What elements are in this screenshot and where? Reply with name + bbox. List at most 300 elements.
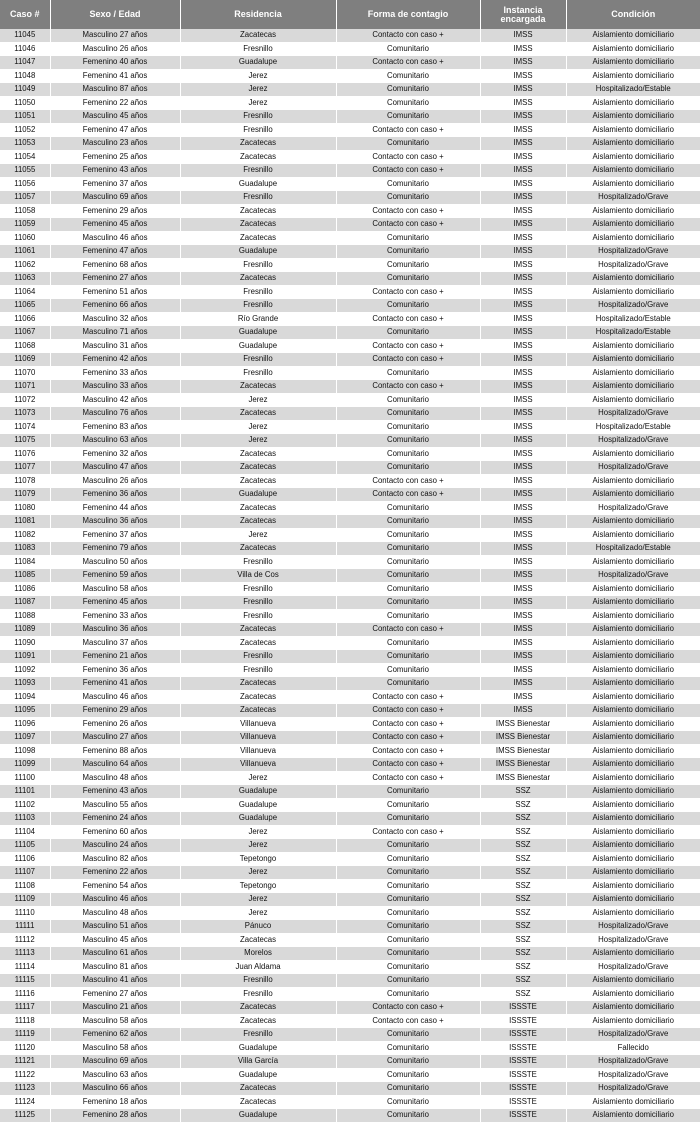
table-row [0,488,700,502]
cell-sex-age: Femenino 43 años [50,164,180,178]
cell-condition: Aislamiento domiciliario [566,866,700,880]
cell-residence: Río Grande [180,312,336,326]
cell-contagion-form: Comunitario [336,461,480,475]
cell-condition: Aislamiento domiciliario [566,164,700,178]
table-row [0,42,700,56]
table-row [0,528,700,542]
cell-institution: SSZ [480,920,566,934]
cell-condition: Hospitalizado/Grave [566,461,700,475]
table-row [0,434,700,448]
table-row [0,1014,700,1028]
cell-condition: Aislamiento domiciliario [566,609,700,623]
cell-contagion-form: Comunitario [336,393,480,407]
cell-case-number: 11062 [0,258,50,272]
cell-residence: Guadalupe [180,812,336,826]
cell-condition: Hospitalizado/Grave [566,1082,700,1096]
cell-condition: Aislamiento domiciliario [566,528,700,542]
cell-institution: SSZ [480,866,566,880]
cell-contagion-form: Contacto con caso + [336,204,480,218]
cell-institution: IMSS [480,218,566,232]
cell-condition: Aislamiento domiciliario [566,812,700,826]
cell-sex-age: Masculino 46 años [50,893,180,907]
cell-residence: Fresnillo [180,609,336,623]
header-residence: Residencia [180,0,336,29]
cell-sex-age: Masculino 27 años [50,731,180,745]
cell-condition: Aislamiento domiciliario [566,204,700,218]
cell-sex-age: Femenino 45 años [50,596,180,610]
cell-contagion-form: Comunitario [336,1041,480,1055]
cell-institution: IMSS [480,501,566,515]
cell-institution: IMSS [480,137,566,151]
table-row [0,299,700,313]
cell-case-number: 11121 [0,1055,50,1069]
table-row [0,987,700,1001]
cell-case-number: 11083 [0,542,50,556]
cell-residence: Guadalupe [180,56,336,70]
cell-condition: Hospitalizado/Grave [566,1068,700,1082]
cell-institution: IMSS [480,177,566,191]
cell-contagion-form: Comunitario [336,663,480,677]
table-row [0,326,700,340]
cell-residence: Zacatecas [180,704,336,718]
cell-condition: Aislamiento domiciliario [566,353,700,367]
table-row [0,56,700,70]
cell-sex-age: Femenino 27 años [50,272,180,286]
cell-contagion-form: Comunitario [336,839,480,853]
cell-condition: Aislamiento domiciliario [566,677,700,691]
cell-residence: Jerez [180,906,336,920]
cell-condition: Aislamiento domiciliario [566,650,700,664]
table-row [0,771,700,785]
cell-condition: Aislamiento domiciliario [566,123,700,137]
table-row [0,1055,700,1069]
cell-contagion-form: Contacto con caso + [336,488,480,502]
cell-sex-age: Masculino 33 años [50,380,180,394]
cell-contagion-form: Comunitario [336,528,480,542]
cell-institution: IMSS Bienestar [480,731,566,745]
cell-case-number: 11082 [0,528,50,542]
cell-residence: Zacatecas [180,137,336,151]
cell-institution: SSZ [480,839,566,853]
table-row [0,177,700,191]
cell-condition: Aislamiento domiciliario [566,1001,700,1015]
cell-condition: Aislamiento domiciliario [566,852,700,866]
table-row [0,906,700,920]
table-row [0,461,700,475]
cell-institution: IMSS [480,366,566,380]
cell-sex-age: Femenino 29 años [50,204,180,218]
table-row [0,285,700,299]
table-row [0,623,700,637]
cell-institution: SSZ [480,960,566,974]
cell-contagion-form: Comunitario [336,987,480,1001]
cell-condition: Hospitalizado/Grave [566,191,700,205]
cell-institution: ISSSTE [480,1028,566,1042]
cell-residence: Zacatecas [180,29,336,42]
table-row [0,366,700,380]
cell-case-number: 11048 [0,69,50,83]
cell-case-number: 11058 [0,204,50,218]
cell-case-number: 11101 [0,785,50,799]
cell-case-number: 11118 [0,1014,50,1028]
table-row [0,1041,700,1055]
header-institution: Instancia encargada [480,0,566,29]
cell-contagion-form: Contacto con caso + [336,1001,480,1015]
cell-contagion-form: Comunitario [336,69,480,83]
cell-case-number: 11055 [0,164,50,178]
cell-residence: Tepetongo [180,879,336,893]
cell-residence: Guadalupe [180,785,336,799]
cell-condition: Aislamiento domiciliario [566,555,700,569]
cell-sex-age: Femenino 88 años [50,744,180,758]
table-row [0,785,700,799]
cell-contagion-form: Comunitario [336,42,480,56]
cell-residence: Zacatecas [180,447,336,461]
cell-institution: ISSSTE [480,1041,566,1055]
cell-case-number: 11090 [0,636,50,650]
cell-case-number: 11100 [0,771,50,785]
cell-contagion-form: Comunitario [336,83,480,97]
cell-sex-age: Femenino 21 años [50,650,180,664]
cell-institution: IMSS [480,96,566,110]
cell-residence: Fresnillo [180,596,336,610]
table-row [0,555,700,569]
table-row [0,420,700,434]
cell-residence: Guadalupe [180,1109,336,1123]
cell-residence: Fresnillo [180,582,336,596]
cell-institution: SSZ [480,825,566,839]
cell-institution: IMSS [480,69,566,83]
cell-institution: SSZ [480,852,566,866]
cell-residence: Jerez [180,893,336,907]
cell-condition: Aislamiento domiciliario [566,272,700,286]
cell-contagion-form: Contacto con caso + [336,717,480,731]
cell-condition: Aislamiento domiciliario [566,380,700,394]
cell-contagion-form: Contacto con caso + [336,353,480,367]
cell-institution: IMSS [480,704,566,718]
table-row [0,137,700,151]
cell-institution: SSZ [480,974,566,988]
cell-institution: IMSS [480,636,566,650]
cell-sex-age: Masculino 31 años [50,339,180,353]
cell-case-number: 11088 [0,609,50,623]
cell-case-number: 11112 [0,933,50,947]
cell-sex-age: Masculino 51 años [50,920,180,934]
table-row [0,1109,700,1123]
cell-contagion-form: Comunitario [336,1109,480,1123]
cell-residence: Villa de Cos [180,569,336,583]
cell-case-number: 11124 [0,1095,50,1109]
cell-contagion-form: Comunitario [336,515,480,529]
cell-residence: Fresnillo [180,987,336,1001]
table-row [0,110,700,124]
cell-sex-age: Masculino 26 años [50,42,180,56]
cell-contagion-form: Comunitario [336,879,480,893]
cell-sex-age: Femenino 37 años [50,528,180,542]
cell-residence: Fresnillo [180,42,336,56]
table-row [0,663,700,677]
cell-contagion-form: Comunitario [336,366,480,380]
cell-residence: Jerez [180,771,336,785]
cell-institution: IMSS [480,339,566,353]
cell-sex-age: Masculino 48 años [50,906,180,920]
cell-residence: Fresnillo [180,353,336,367]
cell-sex-age: Masculino 32 años [50,312,180,326]
cell-condition: Aislamiento domiciliario [566,285,700,299]
cell-residence: Villanueva [180,731,336,745]
table-row [0,164,700,178]
cell-condition: Aislamiento domiciliario [566,974,700,988]
cell-institution: IMSS Bienestar [480,758,566,772]
cell-condition: Aislamiento domiciliario [566,879,700,893]
cell-sex-age: Masculino 87 años [50,83,180,97]
cell-sex-age: Masculino 45 años [50,933,180,947]
cell-institution: SSZ [480,798,566,812]
cell-condition: Aislamiento domiciliario [566,987,700,1001]
cell-sex-age: Masculino 46 años [50,690,180,704]
cell-sex-age: Femenino 41 años [50,677,180,691]
cell-condition: Aislamiento domiciliario [566,758,700,772]
cell-sex-age: Masculino 64 años [50,758,180,772]
cell-sex-age: Masculino 48 años [50,771,180,785]
cell-sex-age: Masculino 46 años [50,231,180,245]
cell-residence: Fresnillo [180,650,336,664]
cell-contagion-form: Contacto con caso + [336,623,480,637]
cell-institution: IMSS [480,245,566,259]
cell-contagion-form: Comunitario [336,299,480,313]
table-row [0,717,700,731]
cell-condition: Aislamiento domiciliario [566,744,700,758]
table-header [0,0,700,29]
cell-contagion-form: Comunitario [336,1055,480,1069]
cell-residence: Zacatecas [180,380,336,394]
cell-residence: Zacatecas [180,272,336,286]
table-row [0,812,700,826]
cell-case-number: 11108 [0,879,50,893]
cell-residence: Fresnillo [180,555,336,569]
cell-residence: Guadalupe [180,326,336,340]
cell-case-number: 11075 [0,434,50,448]
cell-case-number: 11120 [0,1041,50,1055]
header-sex-age: Sexo / Edad [50,0,180,29]
cell-contagion-form: Comunitario [336,852,480,866]
table-row [0,1028,700,1042]
cell-case-number: 11074 [0,420,50,434]
cell-contagion-form: Comunitario [336,1082,480,1096]
cell-condition: Aislamiento domiciliario [566,690,700,704]
cell-sex-age: Femenino 54 años [50,879,180,893]
cell-case-number: 11046 [0,42,50,56]
cell-institution: SSZ [480,906,566,920]
cell-residence: Zacatecas [180,218,336,232]
cell-case-number: 11069 [0,353,50,367]
cell-contagion-form: Comunitario [336,596,480,610]
cell-residence: Fresnillo [180,191,336,205]
cell-case-number: 11051 [0,110,50,124]
cell-sex-age: Femenino 51 años [50,285,180,299]
cell-residence: Tepetongo [180,852,336,866]
cell-institution: SSZ [480,812,566,826]
cell-residence: Zacatecas [180,150,336,164]
cell-contagion-form: Comunitario [336,407,480,421]
table-row [0,582,700,596]
cell-institution: IMSS [480,191,566,205]
cell-sex-age: Femenino 26 años [50,717,180,731]
cell-sex-age: Femenino 25 años [50,150,180,164]
table-row [0,609,700,623]
cell-residence: Zacatecas [180,636,336,650]
table-body [0,29,700,1122]
cell-condition: Aislamiento domiciliario [566,218,700,232]
cell-institution: IMSS [480,555,566,569]
cell-condition: Aislamiento domiciliario [566,717,700,731]
cell-institution: IMSS [480,650,566,664]
cell-case-number: 11054 [0,150,50,164]
cell-residence: Zacatecas [180,515,336,529]
cell-sex-age: Femenino 33 años [50,366,180,380]
cell-sex-age: Masculino 58 años [50,582,180,596]
cell-case-number: 11097 [0,731,50,745]
table-row [0,258,700,272]
cell-sex-age: Masculino 61 años [50,947,180,961]
cell-residence: Jerez [180,393,336,407]
cell-residence: Zacatecas [180,933,336,947]
cell-institution: ISSSTE [480,1001,566,1015]
cell-condition: Aislamiento domiciliario [566,1109,700,1123]
cell-condition: Hospitalizado/Grave [566,407,700,421]
cell-case-number: 11052 [0,123,50,137]
cell-condition: Aislamiento domiciliario [566,137,700,151]
cell-sex-age: Femenino 60 años [50,825,180,839]
cell-sex-age: Femenino 28 años [50,1109,180,1123]
cell-condition: Aislamiento domiciliario [566,785,700,799]
cell-residence: Fresnillo [180,974,336,988]
cell-residence: Jerez [180,69,336,83]
cell-residence: Zacatecas [180,474,336,488]
cell-case-number: 11099 [0,758,50,772]
cell-sex-age: Masculino 47 años [50,461,180,475]
cell-sex-age: Femenino 83 años [50,420,180,434]
cell-sex-age: Femenino 37 años [50,177,180,191]
cell-condition: Aislamiento domiciliario [566,393,700,407]
cell-case-number: 11081 [0,515,50,529]
cell-case-number: 11091 [0,650,50,664]
cell-condition: Aislamiento domiciliario [566,42,700,56]
cell-sex-age: Masculino 45 años [50,110,180,124]
cell-contagion-form: Contacto con caso + [336,758,480,772]
cell-condition: Aislamiento domiciliario [566,488,700,502]
cell-contagion-form: Contacto con caso + [336,771,480,785]
cell-institution: IMSS [480,164,566,178]
cell-institution: IMSS [480,582,566,596]
cell-contagion-form: Contacto con caso + [336,690,480,704]
table-row [0,83,700,97]
cell-residence: Zacatecas [180,231,336,245]
table-row [0,852,700,866]
cell-institution: IMSS [480,596,566,610]
table-row [0,204,700,218]
cell-contagion-form: Comunitario [336,177,480,191]
cell-institution: SSZ [480,947,566,961]
cell-condition: Aislamiento domiciliario [566,947,700,961]
table-row [0,447,700,461]
cell-contagion-form: Comunitario [336,812,480,826]
cell-contagion-form: Comunitario [336,191,480,205]
cell-residence: Zacatecas [180,542,336,556]
cell-condition: Aislamiento domiciliario [566,623,700,637]
cell-sex-age: Femenino 45 años [50,218,180,232]
cell-case-number: 11119 [0,1028,50,1042]
cell-condition: Aislamiento domiciliario [566,474,700,488]
cell-institution: IMSS [480,528,566,542]
cell-sex-age: Femenino 36 años [50,488,180,502]
cell-residence: Zacatecas [180,461,336,475]
cell-case-number: 11059 [0,218,50,232]
cell-contagion-form: Contacto con caso + [336,731,480,745]
cell-case-number: 11105 [0,839,50,853]
cell-condition: Hospitalizado/Grave [566,258,700,272]
cell-sex-age: Masculino 69 años [50,1055,180,1069]
cell-case-number: 11078 [0,474,50,488]
table-row [0,704,700,718]
cell-contagion-form: Contacto con caso + [336,474,480,488]
cell-contagion-form: Comunitario [336,420,480,434]
cell-residence: Fresnillo [180,123,336,137]
cell-residence: Fresnillo [180,258,336,272]
cell-case-number: 11047 [0,56,50,70]
table-row [0,501,700,515]
table-row [0,974,700,988]
cell-institution: ISSSTE [480,1109,566,1123]
cell-condition: Aislamiento domiciliario [566,825,700,839]
cell-condition: Aislamiento domiciliario [566,96,700,110]
cell-contagion-form: Comunitario [336,650,480,664]
cell-case-number: 11110 [0,906,50,920]
cell-case-number: 11050 [0,96,50,110]
cell-sex-age: Masculino 27 años [50,29,180,42]
table-row [0,920,700,934]
cell-condition: Hospitalizado/Estable [566,83,700,97]
cell-case-number: 11067 [0,326,50,340]
cell-institution: IMSS [480,542,566,556]
cell-case-number: 11077 [0,461,50,475]
cell-condition: Aislamiento domiciliario [566,515,700,529]
cell-condition: Aislamiento domiciliario [566,366,700,380]
cell-case-number: 11086 [0,582,50,596]
table-row [0,123,700,137]
table-row [0,569,700,583]
cell-condition: Aislamiento domiciliario [566,798,700,812]
cell-condition: Hospitalizado/Grave [566,245,700,259]
cell-condition: Hospitalizado/Estable [566,312,700,326]
cell-case-number: 11114 [0,960,50,974]
cell-institution: IMSS [480,434,566,448]
cell-sex-age: Masculino 21 años [50,1001,180,1015]
cell-residence: Zacatecas [180,690,336,704]
header-row [0,0,700,29]
cell-contagion-form: Comunitario [336,258,480,272]
cell-sex-age: Masculino 36 años [50,623,180,637]
cell-sex-age: Femenino 59 años [50,569,180,583]
header-case-number: Caso # [0,0,50,29]
header-condition: Condición [566,0,700,29]
cell-sex-age: Femenino 41 años [50,69,180,83]
cell-sex-age: Femenino 68 años [50,258,180,272]
cell-sex-age: Femenino 27 años [50,987,180,1001]
cell-condition: Aislamiento domiciliario [566,636,700,650]
cell-case-number: 11070 [0,366,50,380]
cell-institution: IMSS [480,204,566,218]
